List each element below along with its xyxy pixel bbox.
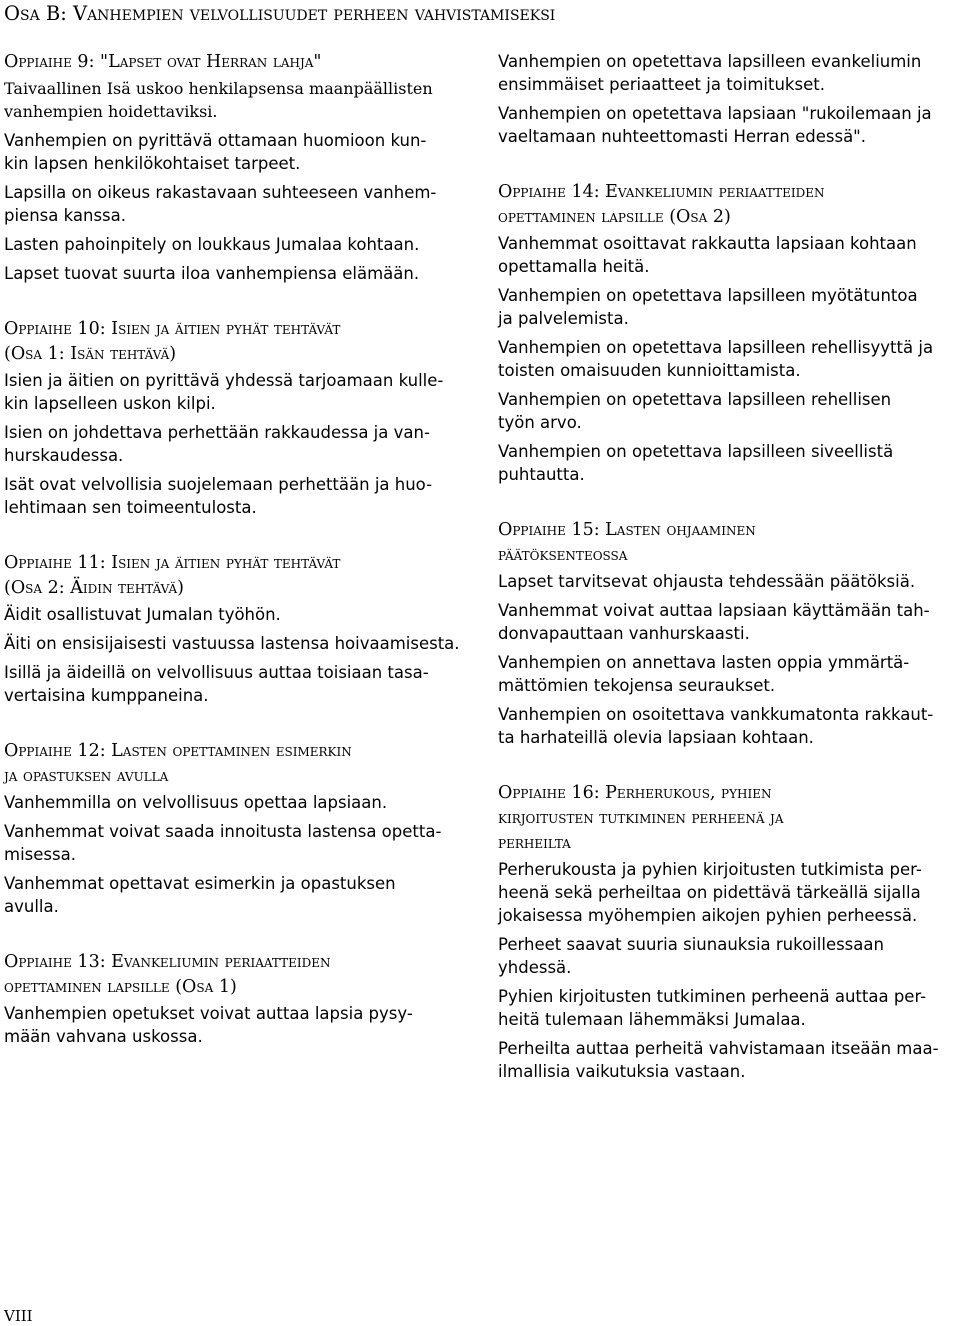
section-title (498, 180, 960, 230)
paragraph-line: vanhempien hoidettaviksi. (4, 102, 218, 121)
section-title-line: (Osa 1: Isän tehtävä) (4, 344, 177, 364)
paragraph (498, 858, 960, 927)
paragraph-line: ta harhateillä olevia lapsiaan kohtaan. (498, 728, 814, 747)
paragraph-line: Lapsilla on oikeus rakastavaan suhteeseen vanhem- (4, 183, 437, 202)
paragraph-line: vertaisina kumppaneina. (4, 686, 209, 705)
paragraph (4, 661, 470, 707)
lesson-section (498, 180, 960, 486)
paragraph (4, 233, 470, 256)
section-title-line: Oppiaihe 14: Evankeliumin periaatteiden (498, 182, 825, 202)
section-title-line: Oppiaihe 12: Lasten opettaminen esimerkin (4, 741, 352, 761)
paragraph-line: ilmallisia vaikutuksia vastaan. (498, 1062, 746, 1081)
paragraph-line: Vanhemmilla on velvollisuus opettaa lapsiaan. (4, 793, 388, 812)
section-title-line: kirjoitusten tutkiminen perheenä ja (498, 808, 784, 828)
paragraph (498, 440, 960, 486)
paragraph-line: Lapset tuovat suurta iloa vanhempiensa elämään. (4, 264, 420, 283)
paragraph-line: Isillä ja äideillä on velvollisuus auttaa toisiaan tasa- (4, 663, 429, 682)
paragraph-line: Vanhemmat osoittavat rakkautta lapsiaan kohtaan (498, 234, 917, 253)
section-title-line: Oppiaihe 15: Lasten ohjaaminen (498, 520, 756, 540)
paragraph-line: opettamalla heitä. (498, 257, 650, 276)
paragraph-line: Perheilta auttaa perheitä vahvistamaan itseään maa- (498, 1039, 939, 1058)
lesson-section (4, 551, 470, 707)
paragraph-line: Vanhemmat voivat auttaa lapsiaan käyttämään tah- (498, 601, 930, 620)
section-title-line: Oppiaihe 9: "Lapset ovat Herran lahja" (4, 52, 322, 72)
lesson-section (4, 950, 470, 1048)
paragraph-line: vaeltamaan nuhteettomasti Herran edessä". (498, 127, 867, 146)
paragraph (4, 129, 470, 175)
paragraph (4, 262, 470, 285)
right-column (498, 50, 960, 1115)
paragraph-line: Vanhempien on osoitettava vankkumatonta rakkaut- (498, 705, 934, 724)
paragraph-line: Vanhempien opetukset voivat auttaa lapsia pysy- (4, 1004, 413, 1023)
paragraph (498, 232, 960, 278)
paragraph-line: yhdessä. (498, 958, 572, 977)
paragraph-line: Vanhempien on opetettava lapsilleen myötätuntoa (498, 286, 918, 305)
paragraph-line: Perherukousta ja pyhien kirjoitusten tutkimista per- (498, 860, 922, 879)
section-title (4, 551, 470, 601)
paragraph-line: työn arvo. (498, 413, 582, 432)
paragraph-line: Vanhempien on opetettava lapsilleen rehellisyyttä ja (498, 338, 934, 357)
section-title-line: opettaminen lapsille (Osa 2) (498, 207, 731, 227)
paragraph (498, 703, 960, 749)
section-title (4, 950, 470, 1000)
paragraph (498, 651, 960, 697)
paragraph-line: Perheet saavat suuria siunauksia rukoillessaan (498, 935, 884, 954)
paragraph (498, 570, 960, 593)
lesson-section (4, 317, 470, 519)
paragraph (498, 933, 960, 979)
paragraph (4, 872, 470, 918)
paragraph (498, 1037, 960, 1083)
paragraph-line: piensa kanssa. (4, 206, 127, 225)
paragraph-line: hurskaudessa. (4, 446, 124, 465)
paragraph-line: mään vahvana uskossa. (4, 1027, 203, 1046)
paragraph (498, 336, 960, 382)
paragraph-line: kin lapselleen uskon kilpi. (4, 394, 216, 413)
paragraph-line: ja palvelemista. (498, 309, 629, 328)
paragraph-line: Vanhempien on opetettava lapsilleen siveellistä (498, 442, 894, 461)
paragraph (4, 1002, 470, 1048)
lesson-section (498, 518, 960, 749)
paragraph-line: donvapauttaan vanhurskaasti. (498, 624, 750, 643)
paragraph-line: toisten omaisuuden kunnioittamista. (498, 361, 801, 380)
paragraph-line: heenä sekä perheiltaa on pidettävä tärkeällä sijalla (498, 883, 921, 902)
section-title-line: päätöksenteossa (498, 545, 628, 565)
section-title (498, 781, 960, 856)
paragraph (498, 599, 960, 645)
paragraph-line: Isien on johdettava perhettään rakkaudessa ja van- (4, 423, 430, 442)
paragraph-line: Pyhien kirjoitusten tutkiminen perheenä auttaa per- (498, 987, 927, 1006)
paragraph-line: Vanhemmat voivat saada innoitusta lastensa opetta- (4, 822, 442, 841)
section-title-line: Oppiaihe 10: Isien ja äitien pyhät tehtävät (4, 319, 341, 339)
paragraph-line: Vanhempien on pyrittävä ottamaan huomioon kun- (4, 131, 427, 150)
paragraph-line: Vanhemmat opettavat esimerkin ja opastuksen (4, 874, 396, 893)
page-title: Osa B: Vanhempien velvollisuudet perheen vahvistamiseksi (4, 2, 556, 25)
lesson-section (4, 50, 470, 285)
section-title-line: Oppiaihe 16: Perherukous, pyhien (498, 783, 772, 803)
paragraph-line: ensimmäiset periaatteet ja toimitukset. (498, 75, 825, 94)
paragraph (498, 284, 960, 330)
paragraph (4, 421, 470, 467)
paragraph-line: misessa. (4, 845, 76, 864)
paragraph (498, 985, 960, 1031)
paragraph-line: lehtimaan sen toimeentulosta. (4, 498, 257, 517)
paragraph (4, 603, 470, 626)
section-title-line: Oppiaihe 11: Isien ja äitien pyhät tehtävät (4, 553, 341, 573)
paragraph-line: Isien ja äitien on pyrittävä yhdessä tarjoamaan kulle- (4, 371, 444, 390)
paragraph-line: Vanhempien on opetettava lapsilleen evankeliumin (498, 52, 922, 71)
paragraph-line: Taivaallinen Isä uskoo henkilapsensa maanpäällisten (4, 79, 433, 98)
lesson-section (498, 781, 960, 1083)
paragraph-line: Vanhempien on opetettava lapsilleen rehellisen (498, 390, 892, 409)
paragraph-line: Äiti on ensisijaisesti vastuussa lastensa hoivaamisesta. (4, 634, 460, 653)
paragraph-line: Lasten pahoinpitely on loukkaus Jumalaa kohtaan. (4, 235, 420, 254)
paragraph-line: Lapset tarvitsevat ohjausta tehdessään päätöksiä. (498, 572, 916, 591)
paragraph-line: Isät ovat velvollisia suojelemaan perhettään ja huo- (4, 475, 433, 494)
paragraph-line: Äidit osallistuvat Jumalan työhön. (4, 605, 281, 624)
paragraph-line: Vanhempien on annettava lasten oppia ymmärtä- (498, 653, 910, 672)
page-number: VIII (4, 1307, 33, 1325)
paragraph (4, 791, 470, 814)
section-title (498, 518, 960, 568)
section-title-line: Oppiaihe 13: Evankeliumin periaatteiden (4, 952, 331, 972)
paragraph-line: mättömien tekojensa seuraukset. (498, 676, 776, 695)
left-column (4, 50, 470, 1080)
paragraph (4, 632, 470, 655)
lesson-section (4, 739, 470, 918)
paragraph-line: puhtautta. (498, 465, 585, 484)
section-title-line: ja opastuksen avulla (4, 766, 169, 786)
section-title-line: (Osa 2: Äidin tehtävä) (4, 578, 185, 598)
paragraph-line: jokaisessa myöhempien aikojen pyhien perheessä. (498, 906, 918, 925)
paragraph-line: avulla. (4, 897, 59, 916)
lesson-section (498, 50, 960, 148)
paragraph-line: kin lapsen henkilökohtaiset tarpeet. (4, 154, 301, 173)
paragraph (4, 369, 470, 415)
paragraph (498, 388, 960, 434)
paragraph (498, 50, 960, 96)
paragraph-line: Vanhempien on opetettava lapsiaan "rukoilemaan ja (498, 104, 932, 123)
section-title (4, 739, 470, 789)
paragraph (4, 77, 470, 123)
section-title (4, 50, 470, 75)
section-title-line: perheilta (498, 833, 571, 853)
paragraph (4, 473, 470, 519)
paragraph (498, 102, 960, 148)
paragraph (4, 820, 470, 866)
section-title (4, 317, 470, 367)
paragraph-line: heitä tulemaan lähemmäksi Jumalaa. (498, 1010, 806, 1029)
paragraph (4, 181, 470, 227)
section-title-line: opettaminen lapsille (Osa 1) (4, 977, 237, 997)
